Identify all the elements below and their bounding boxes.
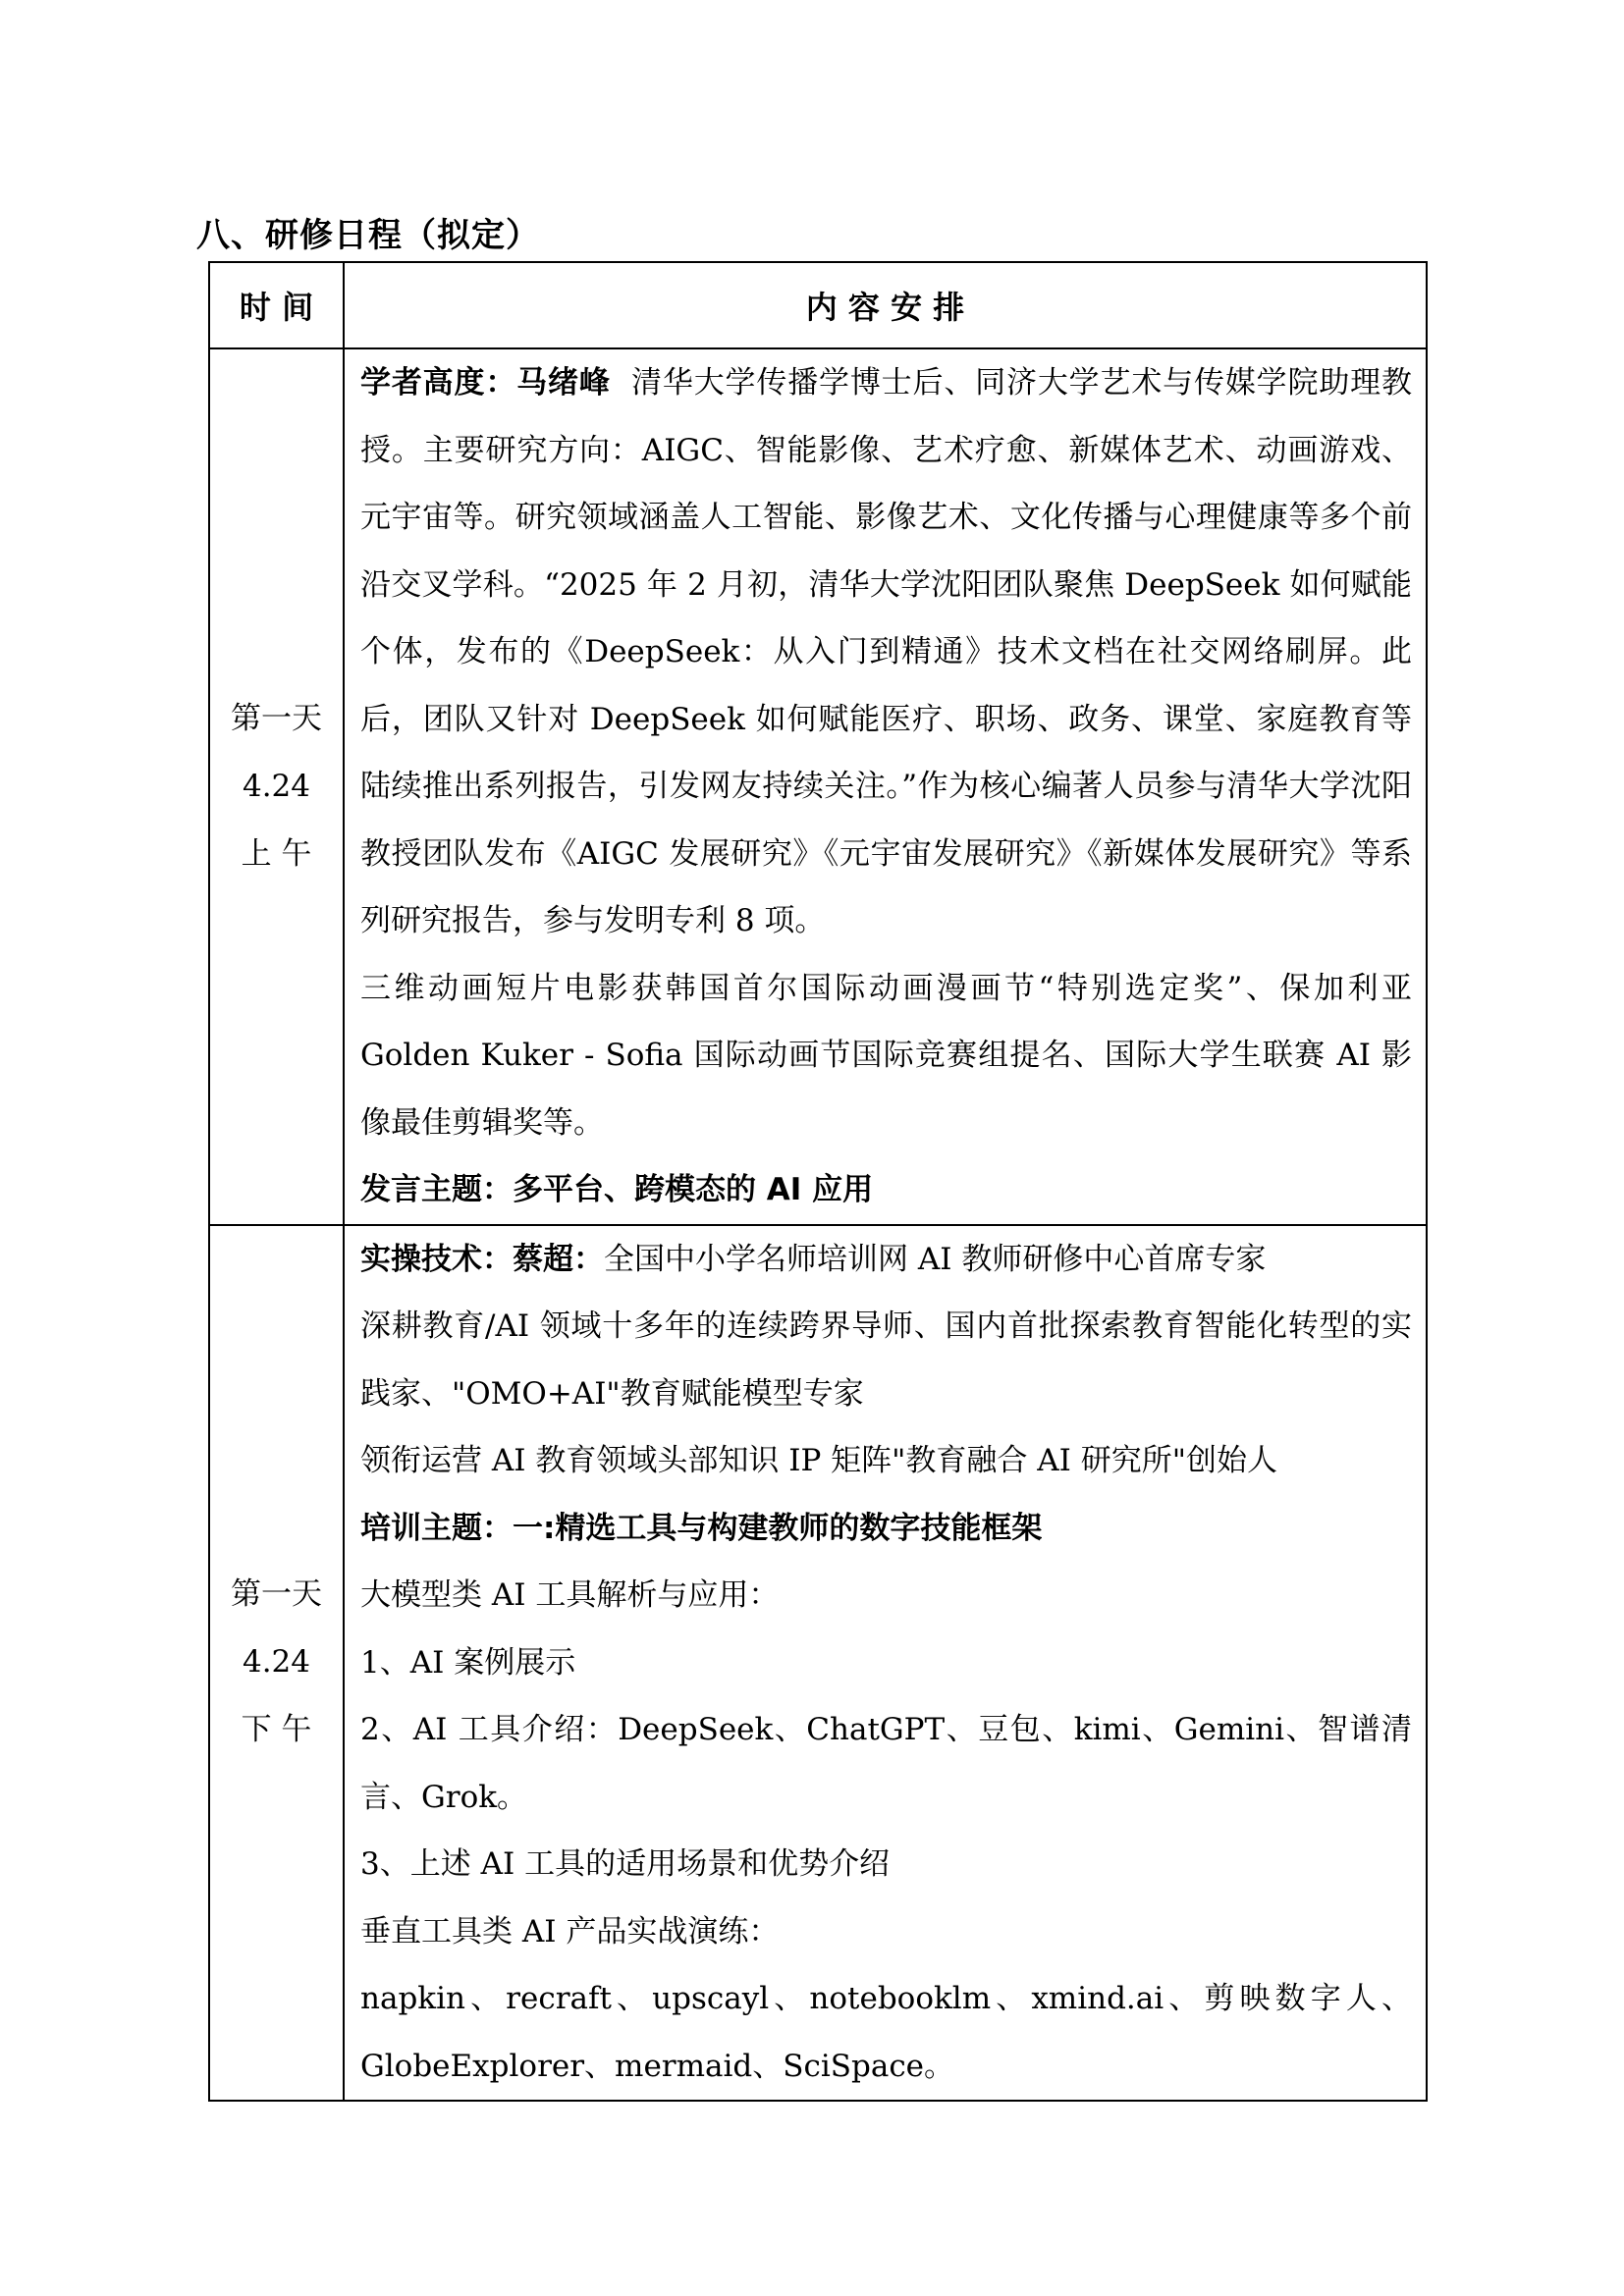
schedule-table [208, 261, 1428, 2102]
time-day: 第一天 [231, 1576, 322, 1613]
time-date: 4.24 [242, 1644, 311, 1681]
expert-intro [360, 1226, 1412, 1294]
vertical-heading: 垂直工具类 AI 产品实战演练： [360, 1913, 780, 1949]
vertical-tools: napkin、recraft、upscayl、notebooklm、xmind.ai、剪映数字人、GlobeExplorer、mermaid、SciSpace。 [360, 1981, 1412, 2084]
expert-label: 实操技术：蔡超： [360, 1241, 604, 1277]
list-item: 2、AI 工具介绍：DeepSeek、ChatGPT、豆包、kimi、Gemini、智谱清言、Grok。 [360, 1712, 1412, 1815]
header-content: 内 容 安 排 [344, 262, 1427, 348]
table-row [209, 1225, 1427, 2102]
expert-desc: 深耕教育/AI 领域十多年的连续跨界导师、国内首批探索教育智能化转型的实践家、"OMO+AI"教育赋能模型专家 [360, 1308, 1412, 1412]
header-time: 时 间 [209, 262, 344, 348]
content-cell [344, 1225, 1427, 2102]
awards-text: 三维动画短片电影获韩国首尔国际动画漫画节“特别选定奖”、保加利亚 Golden Kuker - Sofia 国际动画节国际竞赛组提名、国际大学生联赛 AI 影像最佳剪辑奖等。 [360, 970, 1412, 1141]
time-period: 上 午 [241, 835, 312, 872]
scholar-label: 学者高度：马绪峰 [360, 365, 611, 400]
list-item: 3、上述 AI 工具的适用场景和优势介绍 [360, 1846, 891, 1882]
scholar-intro [360, 349, 1412, 955]
speech-topic: 发言主题：多平台、跨模态的 AI 应用 [360, 1172, 874, 1207]
expert-title: 全国中小学名师培训网 AI 教师研修中心首席专家 [604, 1241, 1267, 1277]
time-period: 下 午 [241, 1712, 312, 1748]
time-day: 第一天 [231, 700, 322, 736]
content-cell [344, 348, 1427, 1225]
expert-founder: 领衔运营 AI 教育领域头部知识 IP 矩阵"教育融合 AI 研究所"创始人 [360, 1443, 1278, 1478]
scholar-bio: 清华大学传播学博士后、同济大学艺术与传媒学院助理教授。主要研究方向：AIGC、智能影像、艺术疗愈、新媒体艺术、动画游戏、元宇宙等。研究领域涵盖人工智能、影像艺术、文化传播与心理健康等多个前沿交叉学科。“2025 年 2 月初，清华大学沈阳团队聚焦 DeepSeek 如何赋能个体，发布的《DeepSeek：从入门到精通》技术文档在社交网络刷屏。此后，团队又针对 DeepSeek 如何赋能医疗、职场、政务、课堂、家庭教育等陆续推出系列报告，引发网友持续关注。”作为核心编著人员参与清华大学沈阳教授团队发布《AIGC 发展研究》《元宇宙发展研究》《新媒体发展研究》等系列研究报告，参与发明专利 8 项。 [360, 365, 1412, 938]
llm-heading: 大模型类 AI 工具解析与应用： [360, 1577, 780, 1613]
section-title: 八、研修日程（拟定） [196, 216, 540, 255]
time-cell [209, 348, 344, 1225]
time-cell [209, 1225, 344, 2102]
time-date: 4.24 [242, 768, 311, 804]
table-row [209, 348, 1427, 1225]
list-item: 1、AI 案例展示 [360, 1644, 576, 1681]
table-header-row [209, 262, 1427, 348]
training-topic: 培训主题：一:精选工具与构建教师的数字技能框架 [360, 1510, 1043, 1546]
